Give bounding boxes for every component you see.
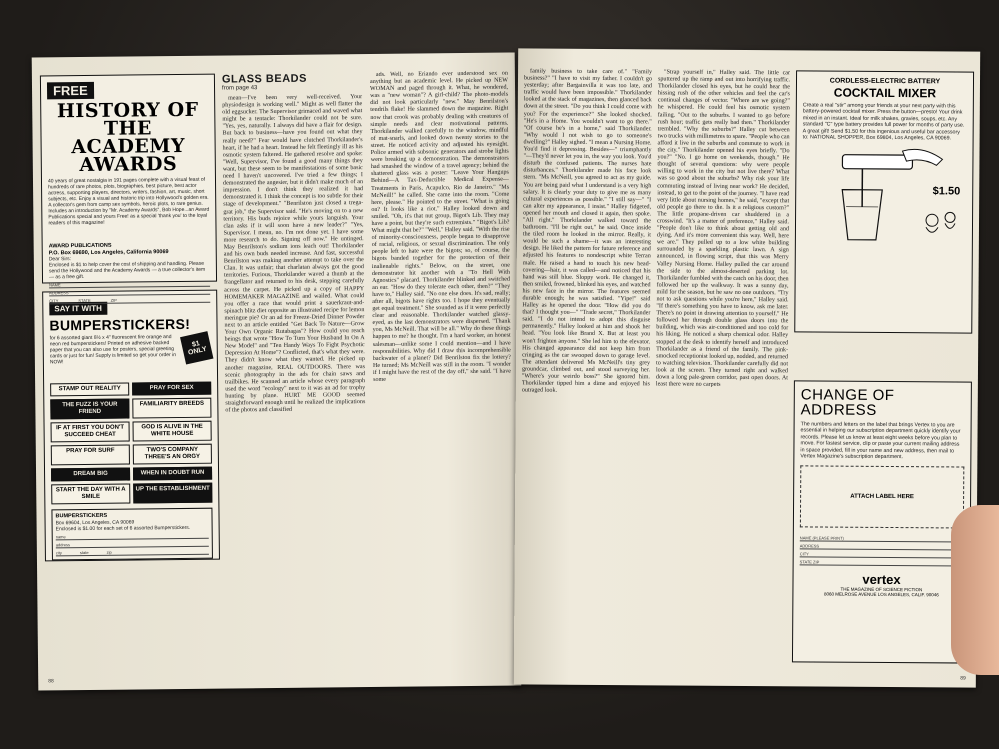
change-field-address[interactable]: ADDRESS (800, 542, 964, 551)
sticker: FAMILIARITY BREEDS (132, 398, 211, 419)
bumpersticker-ad (42, 290, 220, 562)
mixer-kicker: CORDLESS-ELECTRIC BATTERY (829, 77, 941, 86)
attach-label-area (800, 466, 964, 529)
ad-salutation: Dear Sirs: (48, 256, 72, 263)
form-label-city: CITY (49, 298, 59, 304)
form-label-state: STATE (78, 297, 91, 304)
story-column-3 (520, 68, 652, 679)
bumper-body: for 6 assorted giant 8½ x 4" fluorescent fire orange and neon red bumperstickers! Printed on adhesive backed paper that you can also use for posters, special greeting cards or just for fun! Supply is limited so get your order in NOW! (49, 334, 177, 366)
change-body: The numbers and letters on the label that brings Vertex to you are essential in helping our subscription department quickly identify your records. Please let us know at least eight weeks before you plan to move. For fastest service, clip or paste your current mailing address in space provided, fill in your name and new address, then mail to Vertex Magazine's subscription department. (800, 421, 961, 461)
academy-awards-ad (40, 74, 217, 304)
form-field-name[interactable]: NAME (49, 279, 210, 289)
bumper-order-company: BUMPERSTICKERS (55, 512, 108, 520)
bumper-kicker: SAY IT WITH (49, 302, 107, 316)
bumper-label-state: state (79, 549, 89, 555)
page-number: 88 (48, 678, 54, 685)
attach-label-text: ATTACH LABEL HERE (850, 494, 914, 501)
sticker: DREAM BIG (51, 468, 130, 482)
sticker: PRAY FOR SEX (132, 382, 211, 396)
story-column-2 (370, 71, 514, 677)
mixer-illustration (802, 145, 967, 246)
sticker: TWO'S COMPANY THREE'S AN ORGY (133, 444, 212, 465)
ad-order-text: Enclosed is $1 to help cover the cost of shipping and handling. Please send the Hollywood and the Academy Awards — a true collector's item — as a free gift. (48, 260, 206, 281)
story-text: mean—I've been very well-received. Your physiodesign is working well." Might as well flatter the old eggsucker. The Supervisor grimaced and waved what might be a tentacle: Thorkilander could not be sure. "Yes, yes, naturally. I always did have a flair for design. But back to business—have you found out what they really need?" Fear would have clutched Thorkilander's heart, if he had a heart. Instead he felt fleetingly ill as his osmotic system faltered. He gathered resolve and spoke: "Well, Supervisor, I've found a good many things they want, but these seem to be manifestations of some basic need I haven't uncovered. I've tried a few things; I demonstrated the angesier, but it didn't make much of an impression. I don't think they realized it had demonstrated it. I think the concept is too subtle for their stage of development." "Benrilston just closed a trega-grat job," the Supervisor said. "He's moving on to a new territory. His buds rejoice while yours languish. Your clan asks if it will soon have a new leader?" "Yes, Supervisor. I mean, no. I'm not done yet. I have some more research to do. Signing off now." He untinged. May Benrilston's sodium ions leach out! Thorkilander and his own buds needed increase. And fast, successful Benrilston was making another attempt to take over the Clan. It was unfair; that charlatan always got the good territories. Furious, Thorkilander waved a thumb at the frangellator and returned to his desk, stepping carefully across the carpet. He picked up a copy of HAPPY HOMEMAKER MAGAZINE and wailed. What could you offer a race that would print a sauerkraut-and-spinach blitz diet opposite an illustrated recipe for lemon meringue pie? Or an ad for Freeze-Dried Dinner Powder next to an article entitled "Get Back To Nature—Grow Your Own Organic Rutabagas"? How could you reach beings that wrote "How To Turn Your Husband In On A New Model" and "Ten Handy Ways To Fight Psychotic Depression At Home"? Conflicted, that's what they were. They didn't know what they wanted. He picked up another magazine, REAL OUTDOORS. There was scenic photography in the ads for chain saws and trailbikes. He scanned an article whose every paragraph used the word "ecology" next to it was an ad for trophy hunting by plane. HURT ME GOOD seemed straightforward enough until he realized the implications of the photos and classified (222, 94, 366, 414)
mixer-body: Create a real "stir" among your friends at your next party with this battery-powered cocktail mixer. Press the button—presto! Your drink mixed in an instant. Ideal for milk shakes, gravies, soups, etc. Any standard "C" type battery provides full power for months of party use. A great gift! Send $1.50 for this ingenious and useful bar accessory to: NATIONAL SHOPPER, Box 69804, Los Angeles, CA 90069. (802, 102, 965, 142)
bumper-field-city[interactable] (56, 546, 209, 556)
story-column-1 (222, 72, 368, 673)
page-number: 89 (960, 675, 966, 682)
right-page (514, 48, 980, 687)
bumper-order-address: Box 69604, Los Angeles, CA 90069 (55, 518, 135, 526)
sticker: START THE DAY WITH A SMILE (51, 484, 130, 505)
sticker: WHEN IN DOUBT RUN (133, 467, 212, 481)
sticker: UP THE ESTABLISHMENT (133, 483, 212, 504)
left-ad-column (40, 74, 220, 562)
price-badge (180, 331, 213, 364)
bumper-title: BUMPERSTICKERS! (49, 315, 191, 334)
change-field-state-zip[interactable]: STATE ZIP (800, 558, 964, 567)
cocktail-mixer-ad (794, 70, 974, 333)
bumper-order-form (51, 508, 213, 560)
ad-body: 40 years of great nostalgia in 191 pages complete with a visual feast of hundreds of rare photos, plots, biographies, best picture, best actor actress, supporting players, directors, writers, fashion, art, music, short subjects, etc. Enjoy a visual and historic trip into Hollywood's golden era. A collector's gem from camp sex symbols, heroic plots, to rare genius. Includes an introduction by "Mr. Academy Awards", Bob Hope...an Award Publications special and yours Free! as a special 'thank you' to the loyal readers of this magazine! (47, 176, 210, 227)
story-title: GLASS BEADS (221, 72, 307, 86)
left-page (32, 52, 522, 690)
ad-title: HISTORY OF THE ACADEMY AWARDS (56, 98, 199, 177)
story-text: ads. Well, no Eriando ever understood sex on anything but an academic level. He picked up NEW WOMAN and paged through it. What, he wondered, was a "new woman"? A girl-child? The photo-models did not look particularly "new." May Benrilston's tendrils flake! He slammed down the magazine. Right now that crook was probably dealing with creatures of simple needs and clear motivational patterns. Thorkilander walked carefully to the window, mindful of mat-snarls, and looked down twenty stories to the street. He noticed activity and adjusted his eyesight. Police armed with subsonic generators and strobe lights were breaking up a demonstration. The demonstrators had smashed the window of a travel agency; behind the shattered glass was a poster: "Leave Your Hangups Behind—A Tax-Deductible Medical Expense—Treatments in Paris, Acapulco, Rio de Janeiro." "Ms McNeill!" he called. She came into the room. "Come here, please." He pointed to the street. "What is going on? It looks like a riot." Halley looked down and smiled. "Oh, it's that nut group, Bigot's Lib. They may have a point, but they're such extremists." "Bigot's Lib? What might that be?" "Well," Halley said. "With the rise of minority-consciousness, people began to disapprove of racial, religious, or sexual discrimination. The only people left to hate were the bigots; so, of course, the bigots banded together for the protection of their inalienable rights." Below, on the street, one demonstrator hit another with a "To Hell With Agnostics" placard. Thorkilander blinked and switched an ear. "How do they tolerate each other, then?" "They have to," Halley said. "No one else does. It's sad, really; after all, bigots have rights too. I hope they eventually get equal treatment." She sounded as if it were perfectly clear and reasonable. Thorkilander watched glassy-eyed, as the last demonstrators were dispersed. "Thank you, Ms McNeill. That will be all." Why do these things happen to me? he thought. I'm a hard worker, an honest salesman—unlike some I could mention—and I have responsibilities. Why did I draw this incomprehensible backwater of a planet? Did Benrilston fix the lottery? He turned; Ms McNeill was still in the room. "I wonder if I might have the rest of the day off," she said. "I have some (369, 70, 512, 384)
sticker: GOD IS ALIVE IN THE WHITE HOUSE (133, 421, 212, 442)
form-field-city[interactable] (49, 295, 210, 305)
vertex-tagline: THE MAGAZINE OF SCIENCE FICTION (840, 587, 923, 593)
story-text: family business to take care of." "Family business?" "I have to visit my father. I couldn't go yesterday; after Bargainvilla it was too late, and traffic would have been impossible." Thorkilander looked at the stack of magazines, then glanced back down at the street. "Do you think I could come with you? For the experience?" She looked shocked. "He's in a Home. You wouldn't want to go there." "Of course he's in a home," said Thorkilander. "Why would I not wish to go to someone's dwelling?" Halley sighed. "I mean a Nursing Home. You'd find it depressing. Besides—" triumphantly "—They'd never let you in, the way you look. You'd disturb the confused patients. The nurses hate disturbances." Thorkilander made his face look stern. "Ms McNeill, you agreed to act as my guide. You are being paid what I understand is a very high salary. It is clearly your duty to give me as many cultural experiences as possible." "I still say—" "I can alter my appearance, I insist." Halley fidgeted, opened her mouth and closed it again, then spoke. "All right." Thorkilander walked toward the bathroom. "I'll be right out," he said. Once inside the tiled room he looked in the mirror. Really, it would be such a shame—it was an interesting design. He liked the pattern for future reference and adjusted his features to nondescript white Terran male. He raised a hand to touch his new head-covering—hair, it was called—and noticed that his hand was still blue. Sloppy work. He changed it, then smiled, frowned, blinked his eyes, and watched his new face in the mirror. The features seemed durable enough; he was satisfied. "Yipe!" said Halley as he opened the door. "How did you do that? I thought you—" "Trade secret," Thorkilander said. "I do not intend to adopt this disguise permanently." Halley looked at him and shook her head. "You look like Brand X. But at least you won't frighten anyone." She led him to the elevator. His changed appearance did not keep him from cringing as the car swooped down to garage level. The attendant delivered Ms McNeill's tiny grey groundcar, climbed out, and stood surveying her. "Where's your weirdo boss?" She ignored him. Thorkilander tipped him a dime and enjoyed his outraged look. (521, 68, 653, 394)
change-field-name[interactable]: NAME (PLEASE PRINT) (800, 534, 964, 543)
mixer-title: COCKTAIL MIXER (833, 85, 937, 101)
bumper-label-city: city (55, 549, 62, 555)
sticker-grid (50, 382, 212, 505)
sticker: THE FUZZ IS YOUR FRIEND (50, 399, 129, 420)
bumper-field-address[interactable]: address (56, 538, 209, 548)
vertex-address: 8060 MELROSE AVENUE LOS ANGELES, CALIF. 90046 (824, 591, 939, 598)
ad-company: AWARD PUBLICATIONS (48, 242, 112, 250)
bumper-field-name[interactable]: name (56, 530, 209, 540)
sticker: PRAY FOR SURF (51, 445, 130, 466)
bumper-label-zip: zip (106, 549, 112, 555)
free-badge: FREE (47, 82, 94, 99)
change-title: CHANGE OF ADDRESS (800, 386, 895, 419)
vertex-logo: vertex (862, 572, 901, 588)
ad-address: P.O. Box 69690, Los Angeles, California 90069 (48, 248, 169, 256)
bumper-order-text: Enclosed is $1.00 for each set of 6 assorted Bumperstickers. (55, 524, 191, 532)
sticker: IF AT FIRST YOU DON'T SUCCEED CHEAT (51, 422, 130, 443)
form-label-zip: ZIP (110, 297, 117, 303)
form-field-address[interactable]: ADDRESS (49, 287, 210, 297)
mixer-price: $1.50 (932, 185, 961, 198)
story-column-4 (654, 69, 790, 680)
story-continued-from: from page 43 (222, 85, 258, 92)
price-badge-text: $1 ONLY (187, 340, 208, 357)
hand (951, 505, 999, 675)
change-of-address-ad (792, 380, 972, 663)
story-text: "Strap yourself in," Halley said. The little car sputtered up the ramp and out into horrifying traffic. Thorkilander closed his eyes, but he could hear the hissing rush of the other vehicles and feel the car's continual changes of vector. "Where are we going?" he whispered. He could feel his osmotic system failing. "Out to the suburbs. I wanted to go before rush hour; traffic gets really bad then." Thorkilander trembled. "Why the suburbs?" Halley cut between two trucks with millimetres to spare. "People who can afford it live in the suburbs and commute to work in the city." Thorkilander opened his eyes briefly. "Do you?" "No. I go home on weekends, though." He thought of several questions: why were people willing to work in the city but not live there? What was so good about the suburbs? Why risk your life commuting instead of living near work? He decided, instead, to get to the point of the journey. "I have read very little about nursing homes," he said, "except that old people go there to die. Is it a religious custom?" The little propane-driven car shuddered in a crosswind. "It's a matter of preference," Halley said. "People don't like to think about getting old and dying. And it's more convenient this way. Well, here we are." They pulled up to a low white building surrounded by a sparkling plastic lawn. A sign announced, in flowing script, that this was Merry Valley Nursing Home. Halley pulled the car around the side to the almost-deserted parking lot. Thorkilander fumbled with the catch on his door, then followed her up the walkway. It was a sunny day, mild for the season, but he saw no one outdoors. "Try not to ask questions while you're here," Halley said. "If there's something you have to know, ask me later. There's no point in drawing attention to yourself." He followed her through double glass doors into the building, which was air-conditioned and too cold for his liking. He noticed a sharp chemical odor. Halley stopped at the desk to identify herself and introduced Thorkilander as a friend of the family. The pink-smocked receptionist looked up, nodded, and returned to watching television. Thorkilander carefully did not look at the screen. They turned right and walked down a long pale-green corridor, past open doors. At least there were no carpets (655, 69, 791, 388)
sticker: STAMP OUT REALITY (50, 383, 129, 397)
change-field-city[interactable]: CITY (800, 550, 964, 559)
